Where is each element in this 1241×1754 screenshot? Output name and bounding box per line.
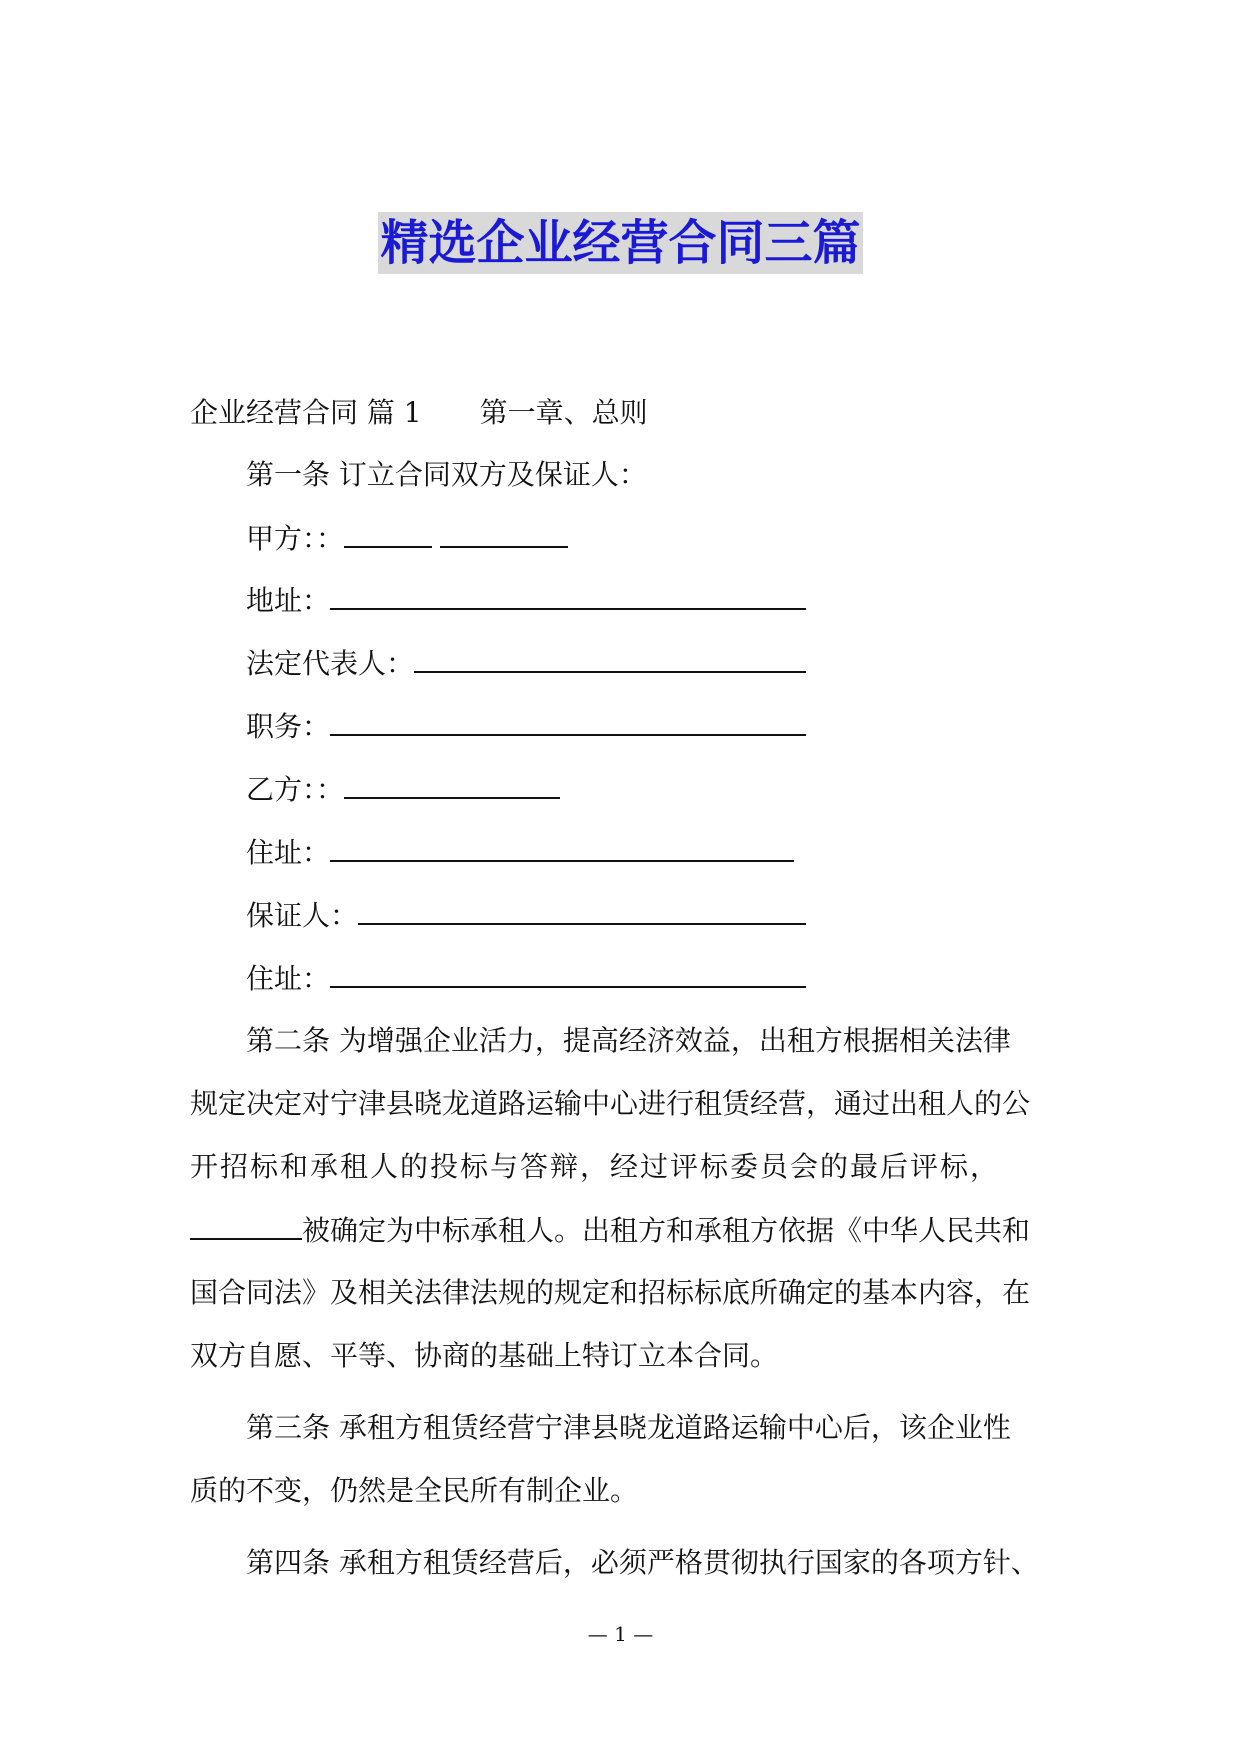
- residence-2-label: 住址：: [246, 962, 331, 995]
- article-2-line-4: [190, 1210, 1070, 1251]
- position-label: 职务：: [246, 710, 331, 743]
- article-3-line-2: 质的不变，仍然是全民所有制企业。: [190, 1474, 639, 1507]
- guarantor-label: 保证人：: [246, 899, 359, 932]
- position-blank: [330, 706, 806, 736]
- article-2-line-5: 国合同法》及相关法律法规的规定和招标标底所确定的基本内容，在: [190, 1276, 1031, 1309]
- address-1-label: 地址：: [246, 584, 331, 617]
- article-2-line-6: 双方自愿、平等、协商的基础上特订立本合同。: [190, 1339, 779, 1372]
- legal-rep-label: 法定代表人：: [246, 647, 415, 680]
- document-title: 精选企业经营合同三篇: [378, 212, 862, 274]
- residence-2-line: [246, 958, 1126, 999]
- article-label: 企业经营合同 篇 1: [190, 396, 422, 429]
- article-2-line-4-text: 被确定为中标承租人。出租方和承租方依据《中华人民共和: [302, 1214, 1031, 1247]
- party-b-blank: [344, 769, 560, 799]
- party-a-blank-2: [440, 518, 568, 548]
- page-number: — 1 —: [587, 1622, 654, 1646]
- article-2-line-2: 规定决定对宁津县晓龙道路运输中心进行租赁经营，通过出租人的公: [190, 1087, 1031, 1120]
- residence-1-blank: [330, 832, 794, 862]
- party-a-blank-1: [344, 518, 432, 548]
- legal-rep-blank: [414, 643, 806, 673]
- article-1-line: 第一条 订立合同双方及保证人：: [246, 458, 647, 491]
- article-3-line-1: 第三条 承租方租赁经营宁津县晓龙道路运输中心后，该企业性: [246, 1411, 1011, 1444]
- residence-1-line: [246, 832, 1126, 873]
- chapter-heading: 第一章、总则: [479, 396, 648, 429]
- address-1-line: [246, 580, 1126, 621]
- guarantor-blank: [358, 895, 806, 925]
- party-b-label: 乙方：：: [246, 773, 345, 806]
- article-2-line-3: 开招标和承租人的投标与答辩，经过评标委员会的最后评标，: [190, 1150, 1001, 1183]
- title-container: [0, 212, 1241, 274]
- party-a-label: 甲方：：: [246, 522, 345, 555]
- party-a-line: [246, 518, 1126, 559]
- residence-2-blank: [330, 958, 806, 988]
- article-2-line-1: 第二条 为增强企业活力，提高经济效益，出租方根据相关法律: [246, 1024, 1011, 1057]
- legal-rep-line: [246, 643, 1126, 684]
- residence-1-label: 住址：: [246, 836, 331, 869]
- address-1-blank: [330, 580, 806, 610]
- position-line: [246, 706, 1126, 747]
- guarantor-line: [246, 895, 1126, 936]
- bidder-blank: [190, 1210, 302, 1240]
- article-4-line-1: 第四条 承租方租赁经营后，必须严格贯彻执行国家的各项方针、: [246, 1546, 1039, 1579]
- party-b-line: [246, 769, 1126, 810]
- contract-heading: [190, 393, 1070, 433]
